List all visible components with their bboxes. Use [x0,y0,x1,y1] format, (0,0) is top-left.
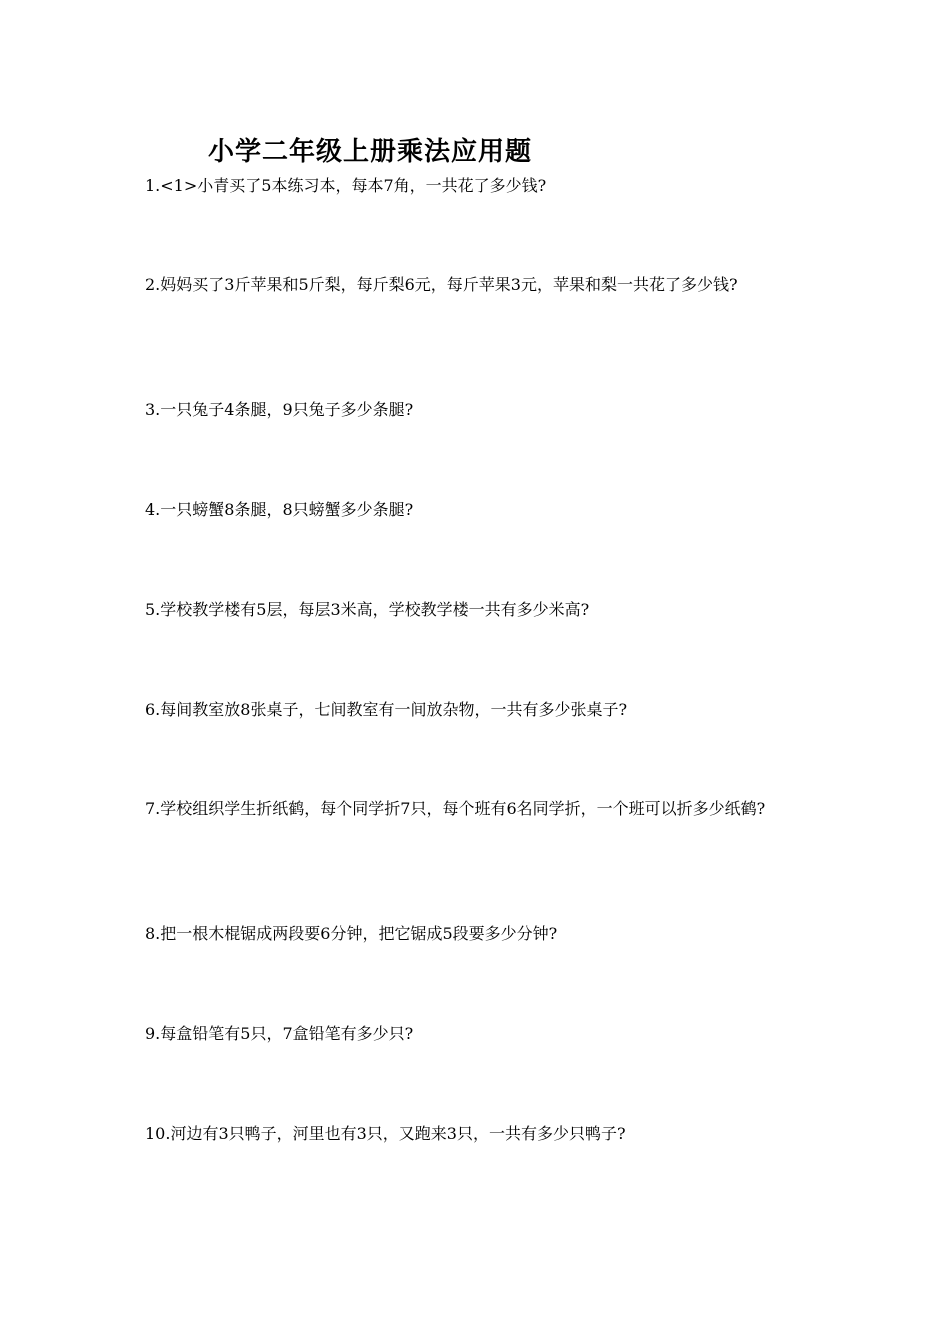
question-8: 8.把一根木棍锯成两段要6分钟，把它锯成5段要多少分钟? [145,924,558,943]
question-7: 7.学校组织学生折纸鹤，每个同学折7只，每个班有6名同学折，一个班可以折多少纸鹤? [145,799,766,818]
question-1: 1.<1>小青买了5本练习本，每本7角，一共花了多少钱? [145,176,547,195]
question-6: 6.每间教室放8张桌子，七间教室有一间放杂物，一共有多少张桌子? [145,700,628,719]
question-4: 4.一只螃蟹8条腿，8只螃蟹多少条腿? [145,500,414,519]
question-9: 9.每盒铅笔有5只，7盒铅笔有多少只? [145,1024,414,1043]
question-5: 5.学校教学楼有5层，每层3米高，学校教学楼一共有多少米高? [145,600,590,619]
question-3: 3.一只兔子4条腿，9只兔子多少条腿? [145,400,414,419]
question-10: 10.河边有3只鸭子，河里也有3只，又跑来3只，一共有多少只鸭子? [145,1124,626,1143]
question-2: 2.妈妈买了3斤苹果和5斤梨，每斤梨6元，每斤苹果3元，苹果和梨一共花了多少钱? [145,275,738,294]
page-title: 小学二年级上册乘法应用题 [208,137,533,167]
